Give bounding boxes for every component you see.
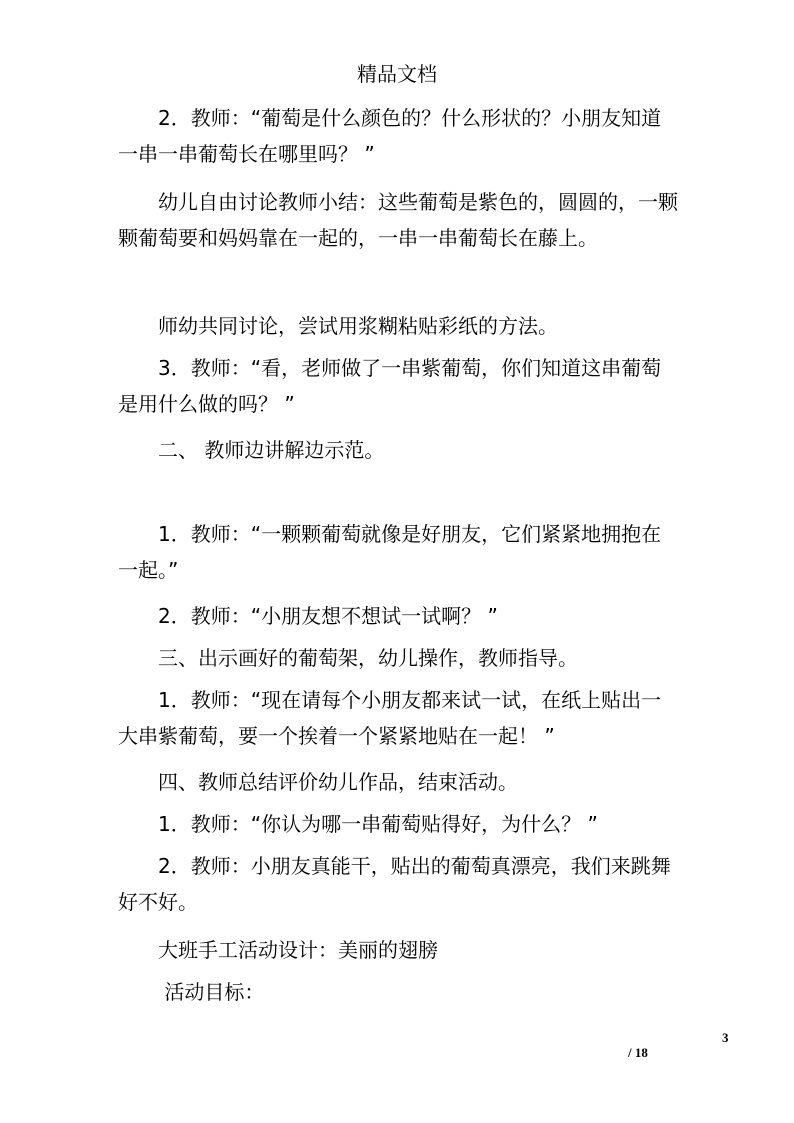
paragraph: 1．教师：“现在请每个小朋友都来试一试，在纸上贴出一大串紫葡萄，要一个挨着一个紧紧地贴在一起！ ”: [118, 688, 662, 748]
paragraph: 2．教师：小朋友真能干，贴出的葡萄真漂亮，我们来跳舞好不好。: [118, 854, 671, 914]
paragraph: 三、出示画好的葡萄架，幼儿操作，教师指导。: [118, 646, 578, 670]
paragraph: 2．教师：“葡萄是什么颜色的？什么形状的？小朋友知道一串一串葡萄长在哪里吗？ ”: [118, 106, 662, 166]
paragraph: 1．教师：“一颗颗葡萄就像是好朋友，它们紧紧地拥抱在一起。”: [118, 522, 662, 582]
paragraph: 3．教师：“看，老师做了一串紫葡萄，你们知道这串葡萄是用什么做的吗？ ”: [118, 356, 662, 416]
paragraph: 活动目标：: [118, 980, 265, 1004]
paragraph: 师幼共同讨论，尝试用浆糊粘贴彩纸的方法。: [118, 314, 558, 338]
page-total: / 18: [628, 1045, 648, 1060]
paragraph: 1．教师：“你认为哪一串葡萄贴得好，为什么？ ”: [118, 812, 598, 836]
paragraph: 2．教师：“小朋友想不想试一试啊？ ”: [118, 604, 498, 628]
page-header: 精品文档: [357, 62, 437, 86]
paragraph: 二、 教师边讲解边示范。: [118, 438, 385, 462]
paragraph: 幼儿自由讨论教师小结：这些葡萄是紫色的，圆圆的，一颗颗葡萄要和妈妈靠在一起的，一串一串葡萄长在藤上。: [118, 190, 678, 250]
paragraph: 四、教师总结评价幼儿作品，结束活动。: [118, 770, 518, 794]
section-heading: 大班手工活动设计：美丽的翅膀: [118, 938, 438, 962]
page-number: 3: [722, 1030, 729, 1045]
